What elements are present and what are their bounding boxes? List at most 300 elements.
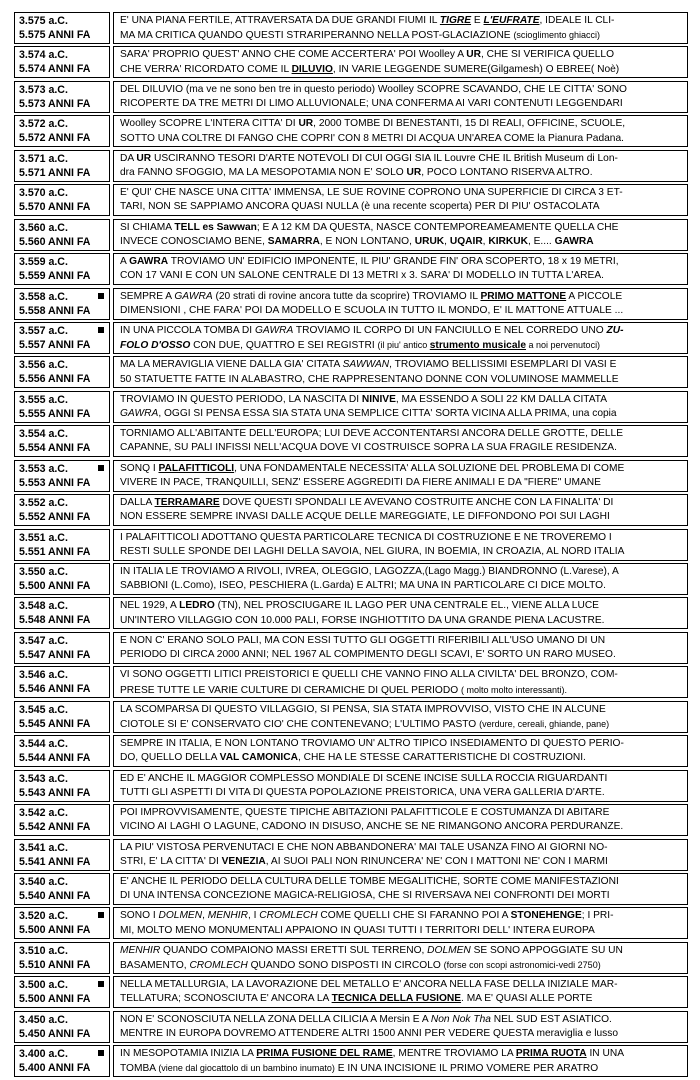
text-segment: MENHIR [207,910,248,922]
date-cell [14,253,110,285]
date-cell [14,942,110,974]
text-segment: LA PIU' VISTOSA PERVENUTACI E CHE NON ABBANDONERA' MAI TALE USANZA FINO AI GIORNI NO- [120,841,608,853]
text-segment: , MENTRE TROVIAMO LA [392,1048,516,1060]
year-label: 3.551 a.C. [19,531,68,544]
year-label: 3.544 a.C. [19,738,68,751]
year-label: 3.552 a.C. [19,497,68,510]
year-label: 3.559 a.C. [19,256,68,269]
description-line [120,510,682,524]
timeline-row [14,770,688,802]
text-segment: (il piu' antico [377,340,430,351]
text-segment: ZU- [606,324,624,336]
event-description [113,735,688,767]
date-cell [14,632,110,664]
text-segment: , E NON LONTANO, [319,235,415,247]
timeline-row [14,425,688,457]
timeline-row [14,666,688,698]
text-segment: UR [466,49,481,61]
years-ago-label: 5.543 ANNI FA [19,786,91,799]
text-segment: DOLMEN [427,944,471,956]
text-segment: PRIMA RUOTA [515,1048,587,1060]
description-line [120,1013,682,1027]
event-description [113,356,688,388]
date-cell [14,529,110,561]
text-segment: SEMPRE IN ITALIA, E NON LONTANO TROVIAMO UN' ALTRO TIPICO INSEDIAMENTO DI QUESTO PERIO- [120,738,624,750]
description-line [120,958,682,973]
text-segment: GAWRA [129,256,169,268]
text-segment: GAWRA [120,408,159,420]
text-segment: SONO I [120,910,159,922]
description-line [120,841,682,855]
text-segment: TARI, NON SE SAPPIAMO ANCORA QUASI NULLA (è una recente scoperta) PER DI PIU' OSTACOLATA [120,201,600,213]
description-line [120,132,682,146]
text-segment: E' QUI' CHE NASCE UNA CITTA' IMMENSA, LE SUE ROVINE COPRONO UNA SUPERFICIE DI CIRCA 3 ET- [120,187,623,199]
description-line [120,358,682,372]
text-segment: NEL 1929, A [120,600,180,612]
years-ago-label: 5.559 ANNI FA [19,270,91,283]
description-line [120,427,682,441]
square-bullet-icon [98,1050,104,1056]
text-segment: , AI SUOI PALI NON RINUNCERA' NE' CON I MATTONI NE' CON I MARMI [265,855,608,867]
description-line [120,290,682,304]
square-bullet-icon [98,465,104,471]
description-line [120,545,682,559]
description-line [120,1047,682,1061]
years-ago-label: 5.572 ANNI FA [19,132,91,145]
description-line [120,14,682,28]
text-segment: POI IMPROVVISAMENTE, QUESTE TIPICHE ABITAZIONI PALAFITTICOLE E COSTUMANZA DI ABITARE [120,807,610,819]
year-label: 3.520 a.C. [19,910,68,923]
description-line [120,48,682,62]
text-segment: (20 strati di rovine ancora tutte da scoprire) TROVIAMO IL [212,290,481,302]
text-segment: GAWRA [554,235,594,247]
text-segment: QUANDO COMPAIONO MASSI ERETTI SUL TERRENO, [160,944,428,956]
event-description [113,322,688,354]
square-bullet-icon [98,981,104,987]
year-label: 3.400 a.C. [19,1048,68,1061]
text-segment: NON ESSERE SEMPRE INVASI DALLE ACQUE DELLE MAREGGIATE, LE DIFFONDONO POI SUI LAGHI [120,511,610,523]
text-segment: SI CHIAMA [120,221,175,233]
event-description [113,81,688,113]
timeline-row [14,184,688,216]
text-segment: E [471,15,484,26]
text-segment: USCIRANNO TESORI D'ARTE NOTEVOLI DI CUI OGGI SIA IL Louvre CHE IL British Museum di Lon- [151,152,618,164]
event-description [113,1011,688,1043]
years-ago-label: 5.575 ANNI FA [19,29,91,41]
text-segment: UR [136,152,152,164]
text-segment: TIGRE [439,15,472,26]
event-description [113,460,688,492]
event-description [113,597,688,629]
timeline-row [14,701,688,733]
description-line [120,717,682,732]
text-segment: , [444,235,450,247]
text-segment: SONQ I [120,462,159,474]
text-segment: a noi pervenutoci) [526,340,601,351]
year-label: 3.500 a.C. [19,979,68,992]
text-segment: A PICCOLE [566,290,623,302]
description-line [120,200,682,214]
timeline-row [14,356,688,388]
date-cell [14,150,110,182]
text-segment: CON DUE, QUATTRO E SEI REGISTRI [190,340,378,352]
description-line [120,772,682,786]
text-segment: , CHE HA LE STESSE CARATTERISTICHE DI COSTRUZIONI. [297,752,586,764]
timeline-row [14,839,688,871]
event-description [113,253,688,285]
square-bullet-icon [98,912,104,918]
event-description [113,150,688,182]
description-line [120,978,682,992]
description-line [120,496,682,510]
text-segment: SARA' PROPRIO QUEST' ANNO CHE COME ACCERTERA' POI Woolley A [120,49,467,61]
years-ago-label: 5.570 ANNI FA [19,201,91,214]
description-line [120,441,682,455]
years-ago-label: 5.560 ANNI FA [19,235,91,248]
timeline-row [14,253,688,285]
year-label: 3.571 a.C. [19,152,68,165]
date-cell [14,81,110,113]
text-segment: NELLA METALLURGIA, LA LAVORAZIONE DEL METALLO E' ANCORA NELLA FASE DELLA INIZIALE MAR- [120,979,618,991]
description-line [120,152,682,166]
text-segment: 50 STATUETTE FATTE IN ALABASTRO, CHE RAPPRESENTANO DONNE CON VOLUMINOSE MAMMELLE [120,373,619,385]
text-segment: VAL CAMONICA [219,752,298,764]
timeline-row [14,529,688,561]
description-line [120,166,682,180]
text-segment: L'EUFRATE [483,15,540,26]
text-segment: SABBIONI (L.Como), ISEO, PESCHIERA (L.Garda) E ALTRI; MA UNA IN PARTICOLARE CI DICE MOLTO. [120,580,606,592]
years-ago-label: 5.500 ANNI FA [19,580,91,592]
year-label: 3.557 a.C. [19,324,68,337]
text-segment: DA [120,152,137,164]
timeline-row [14,288,688,320]
description-line [120,1027,682,1041]
text-segment: IN MESOPOTAMIA INIZIA LA [120,1048,257,1060]
square-bullet-icon [98,327,104,333]
text-segment: TERRAMARE [154,497,220,509]
timeline-row [14,115,688,147]
event-description [113,425,688,457]
date-cell [14,322,110,354]
text-segment: TROVIAMO IN QUESTO PERIODO, LA NASCITA DI [120,393,362,405]
text-segment: A [120,256,130,268]
date-cell [14,425,110,457]
description-line [120,648,682,662]
text-segment: RESTI SULLE SPONDE DEI LAGHI DELLA SAVOIA, NEL GIURA, IN BOEMIA, IN CROAZIA, AL NORD ITALIA [120,545,625,557]
date-cell [14,46,110,78]
text-segment: TELLATURA; SCONOSCIUTA E' ANCORA LA [120,993,332,1005]
text-segment: SAMARRA [267,235,320,247]
text-segment: , I [247,910,260,922]
year-label: 3.575 a.C. [19,15,68,27]
description-line [120,255,682,269]
date-cell [14,735,110,767]
event-description [113,12,688,44]
year-label: 3.556 a.C. [19,359,68,372]
text-segment: TOMBA [120,1063,159,1075]
text-segment: (viene dal giocattolo di un bambino inumato) [158,1063,335,1074]
text-segment: MA MA CRITICA QUANDO QUESTI STRARIPERANNO NELLA POST-GLACIAZIONE [120,30,514,42]
years-ago-label: 5.548 ANNI FA [19,614,91,627]
event-description [113,942,688,974]
timeline-row [14,81,688,113]
text-segment: MA LA MERAVIGLIA VIENE DALLA GIA' CITATA [120,359,343,371]
date-cell [14,460,110,492]
date-cell [14,563,110,595]
text-segment: NINIVE [361,393,396,405]
text-segment: CON 17 VANI E CON UN SALONE CENTRALE DI 13 METRI x 3. SARA' DI MODELLO IN TUTTA L'AREA. [120,270,604,282]
description-line [120,324,682,338]
timeline-row [14,460,688,492]
text-segment: TROVIAMO IL CORPO DI UN FANCIULLO E NEL CORREDO UNO [293,324,607,336]
text-segment: TELL es Sawwan [174,221,257,233]
text-segment: CROMLECH [259,910,318,922]
timeline-row [14,976,688,1008]
description-line [120,407,682,421]
years-ago-label: 5.500 ANNI FA [19,993,91,1006]
text-segment: , UNA FONDAMENTALE NECESSITA' ALLA SOLUZIONE DEL PROBLEMA DI COME [234,462,625,474]
description-line [120,28,682,43]
date-cell [14,701,110,733]
year-label: 3.553 a.C. [19,462,68,475]
text-segment: ; E A 12 KM DA QUESTA, NASCE CONTEMPOREAMEAMENTE QUELLA CHE [256,221,619,233]
timeline-row [14,322,688,354]
date-cell [14,12,110,44]
text-segment: Woolley SCOPRE L'INTERA CITTA' DI [120,118,299,130]
year-label: 3.545 a.C. [19,703,68,716]
text-segment: E' UNA PIANA FERTILE, ATTRAVERSATA DA DUE GRANDI FIUMI IL [120,15,440,26]
text-segment: (TN), NEL PROSCIUGARE IL LAGO PER UNA CENTRALE EL., VIENE ALLA LUCE [214,600,599,612]
description-line [120,63,682,77]
event-description [113,391,688,423]
date-cell [14,839,110,871]
years-ago-label: 5.545 ANNI FA [19,717,91,730]
text-segment: INVECE CONOSCIAMO BENE, [120,235,268,247]
text-segment: E NON C' ERANO SOLO PALI, MA CON ESSI TUTTO GLI OGGETTI RIFERIBILI ALL'USO UMANO DI UN [120,634,606,646]
year-label: 3.550 a.C. [19,566,68,578]
text-segment: DO, QUELLO DELLA [120,752,220,764]
event-description [113,839,688,871]
date-cell [14,288,110,320]
text-segment: LA SCOMPARSA DI QUESTO VILLAGGIO, SI PENSA, SIA STATA IMPROVVISO, VISTO CHE IN ALCUNE [120,703,606,715]
timeline-row [14,873,688,905]
text-segment: , [482,235,489,247]
text-segment: , OGGI SI PENSA ESSA SIA STATA UNA SEMPLICE CITTA' SORTA VICINA ALLA PRIMA, una copia [158,408,617,420]
text-segment: NON E' SCONOSCIUTA NELLA ZONA DELLA CILICIA A Mersin E A [120,1013,431,1025]
text-segment: (scioglimento ghiacci) [513,30,600,41]
timeline-row [14,942,688,974]
text-segment: VICINO AI LAGHI O LAGUNE, CADONO IN DISUSO, ANCHE SE NE RIMANGONO ANCORA PERDURANZE. [120,821,624,833]
description-line [120,304,682,318]
date-cell [14,356,110,388]
text-segment: UN'INTERO VILLAGGIO CON 10.000 PALI, FORSE INGHIOTTITO DA UNA GRANDE PIENA LACUSTRE. [120,614,605,626]
text-segment: strumento musicale [429,340,527,352]
description-line [120,393,682,407]
description-line [120,683,682,698]
text-segment: PALAFITTICOLI [158,462,235,474]
text-segment: IN UNA [586,1048,624,1060]
date-cell [14,907,110,939]
text-segment: SE SONO APPOGGIATE SU UN [470,944,623,956]
description-line [120,614,682,628]
timeline-row [14,804,688,836]
years-ago-label: 5.571 ANNI FA [19,166,91,179]
years-ago-label: 5.551 ANNI FA [19,545,91,558]
text-segment: DI UNA INTENSA CONCEZIONE MAGICA-RELIGIOSA, CHE SI RIVERSAVA NEI CONFRONTI DEI MORTI [120,890,610,902]
description-line [120,855,682,869]
description-line [120,806,682,820]
event-description [113,115,688,147]
text-segment: dra FANNO SFOGGIO, MA LA MESOPOTAMIA NON E' SOLO [120,166,407,178]
text-segment: CROMLECH [189,960,248,972]
event-description [113,666,688,698]
years-ago-label: 5.542 ANNI FA [19,821,91,834]
event-description [113,976,688,1008]
timeline-row [14,494,688,526]
date-cell [14,184,110,216]
date-cell [14,1011,110,1043]
text-segment: , E.... [527,235,555,247]
year-label: 3.573 a.C. [19,83,68,96]
text-segment: Non Nok Tha [430,1013,491,1025]
text-segment: , CHE SI VERIFICA QUELLO [480,49,615,61]
description-line [120,565,682,579]
timeline-row [14,907,688,939]
years-ago-label: 5.544 ANNI FA [19,752,91,765]
text-segment: VI SONO OGGETTI LITICI PREISTORICI E QUELLI CHE VANNO FINO ALLA CIVILTA' DEL BRONZO, COM- [120,669,618,681]
text-segment: , 2000 TOMBE DI BENESTANTI, 15 DI REALI, OFFICINE, SCUOLE, [313,118,626,130]
year-label: 3.540 a.C. [19,875,68,888]
text-segment: STONEHENGE [510,910,582,922]
date-cell [14,804,110,836]
years-ago-label: 5.558 ANNI FA [19,304,91,317]
text-segment: CIOTOLE SI E' CONSERVATO CIO' CHE CONTENEVANO; L'ULTIMO PASTO [120,718,480,730]
event-description [113,907,688,939]
text-segment: ED E' ANCHE IL MAGGIOR COMPLESSO MONDIALE DI SCENE INCISE SULLA ROCCIA RIGUARDANTI [120,772,608,784]
year-label: 3.555 a.C. [19,393,68,406]
text-segment: DILUVIO [291,63,333,75]
years-ago-label: 5.554 ANNI FA [19,442,91,455]
event-description [113,1045,688,1077]
year-label: 3.574 a.C. [19,49,68,62]
years-ago-label: 5.552 ANNI FA [19,511,91,524]
text-segment: DIMENSIONI , CHE FARA' POI DA MODELLO E SCUOLA IN TUTTO IL MONDO, E' IL MATTONE ATTUALE ... [120,304,624,316]
description-line [120,269,682,283]
years-ago-label: 5.541 ANNI FA [19,855,91,868]
text-segment: TROVIAMO UN' EDIFICIO IMPONENTE, IL PIU' GRANDE FIN' ORA SCOPERTO, 18 x 19 METRI, [168,256,619,268]
description-line [120,944,682,958]
text-segment: GAWRA [254,324,294,336]
date-cell [14,1045,110,1077]
text-segment: PRIMO MATTONE [480,290,567,302]
description-line [120,1061,682,1076]
text-segment: ; I PRI- [581,910,614,922]
text-segment: UR [298,118,314,130]
text-segment: DOLMEN [158,910,203,922]
text-segment: , TROVIAMO BELLISSIMI ESEMPLARI DI VASI E [389,359,617,371]
event-description [113,563,688,595]
text-segment: SEMPRE A [120,290,175,302]
timeline-sheet [14,12,688,1080]
years-ago-label: 5.546 ANNI FA [19,683,91,696]
year-label: 3.554 a.C. [19,428,68,441]
event-description [113,770,688,802]
description-line [120,83,682,97]
timeline-row [14,219,688,251]
text-segment: FOLO D'OSSO [120,340,191,352]
description-line [120,751,682,765]
text-segment: VIVERE IN PACE, TRANQUILLI, SENZ' ESSERE AGGREDITI DA FIERE ANIMALI E DA "FIERE" UMANE [120,476,601,488]
timeline-row [14,632,688,664]
year-label: 3.450 a.C. [19,1013,68,1026]
description-line [120,373,682,387]
text-segment: RICOPERTE DA TRE METRI DI LIMO ALLUVIONALE; UNA CONFERMA AI VARI CONTENUTI LEGGENDARI [120,98,623,110]
text-segment: . MA E' QUASI ALLE PORTE [461,993,593,1005]
text-segment: TORNIAMO ALL'ABITANTE DELL'EUROPA; LUI DEVE ACCONTENTARSI ANCORA DELLE GROTTE, DELLE [120,428,624,440]
years-ago-label: 5.574 ANNI FA [19,63,91,76]
text-segment: UR [406,166,422,178]
event-description [113,701,688,733]
text-segment: COME QUELLI CHE SI FARANNO POI A [317,910,511,922]
years-ago-label: 5.557 ANNI FA [19,338,91,351]
text-segment: ( molto molto interessanti). [460,684,568,695]
text-segment: DEL DILUVIO (ma ve ne sono ben tre in questo periodo) Woolley SCOPRE SCAVANDO, CHE LE CITTA' SONO [120,83,627,95]
timeline-row [14,1045,688,1077]
text-segment: , MA ESSENDO A SOLI 22 KM DALLA CITATA [395,393,608,405]
description-line [120,186,682,200]
description-line [120,221,682,235]
year-label: 3.572 a.C. [19,118,68,131]
description-line [120,875,682,889]
text-segment: KIRKUK [488,235,528,247]
description-line [120,786,682,800]
text-segment: CAPANNE, SU PALI INFISSI NELL'ACQUA DOVE VI COSTRUISCE SOPRA LA SUA FRAGILE RESIDENZA. [120,442,617,454]
event-description [113,632,688,664]
event-description [113,494,688,526]
years-ago-label: 5.573 ANNI FA [19,97,91,110]
description-line [120,924,682,938]
text-segment: MENHIR [120,944,161,956]
description-line [120,599,682,613]
text-segment: , POCO LONTANO RISERVA ALTRO. [421,166,593,178]
text-segment: URUK [414,235,445,247]
text-segment: PRIMA FUSIONE DEL RAME [256,1048,393,1060]
date-cell [14,770,110,802]
text-segment: , IDEALE IL CLI- [539,15,615,26]
timeline-row [14,563,688,595]
text-segment: (verdure, cereali, ghiande, pane) [479,718,610,729]
event-description [113,184,688,216]
description-line [120,97,682,111]
text-segment: I PALAFITTICOLI ADOTTANO QUESTA PARTICOLARE TECNICA DI COSTRUZIONE E NE TROVEREMO I [120,531,612,543]
description-line [120,703,682,717]
event-description [113,46,688,78]
timeline-row [14,735,688,767]
date-cell [14,115,110,147]
years-ago-label: 5.400 ANNI FA [19,1062,91,1075]
text-segment: TUTTI GLI ASPETTI DI VITA DI QUESTA POPOLAZIONE PREISTORICA, UNA VERA GALLERIA D'ARTE. [120,786,605,798]
text-segment: IN UNA PICCOLA TOMBA DI [120,324,255,336]
years-ago-label: 5.510 ANNI FA [19,958,91,971]
text-segment: SAWWAN [342,359,390,371]
years-ago-label: 5.555 ANNI FA [19,407,91,420]
description-line [120,338,682,353]
year-label: 3.547 a.C. [19,634,68,647]
text-segment: LEDRO [179,600,215,612]
description-line [120,992,682,1006]
description-line [120,117,682,131]
text-segment: E' ANCHE IL PERIODO DELLA CULTURA DELLE TOMBE MEGALITICHE, SORTE COME MANIFESTAZIONI [120,875,619,887]
